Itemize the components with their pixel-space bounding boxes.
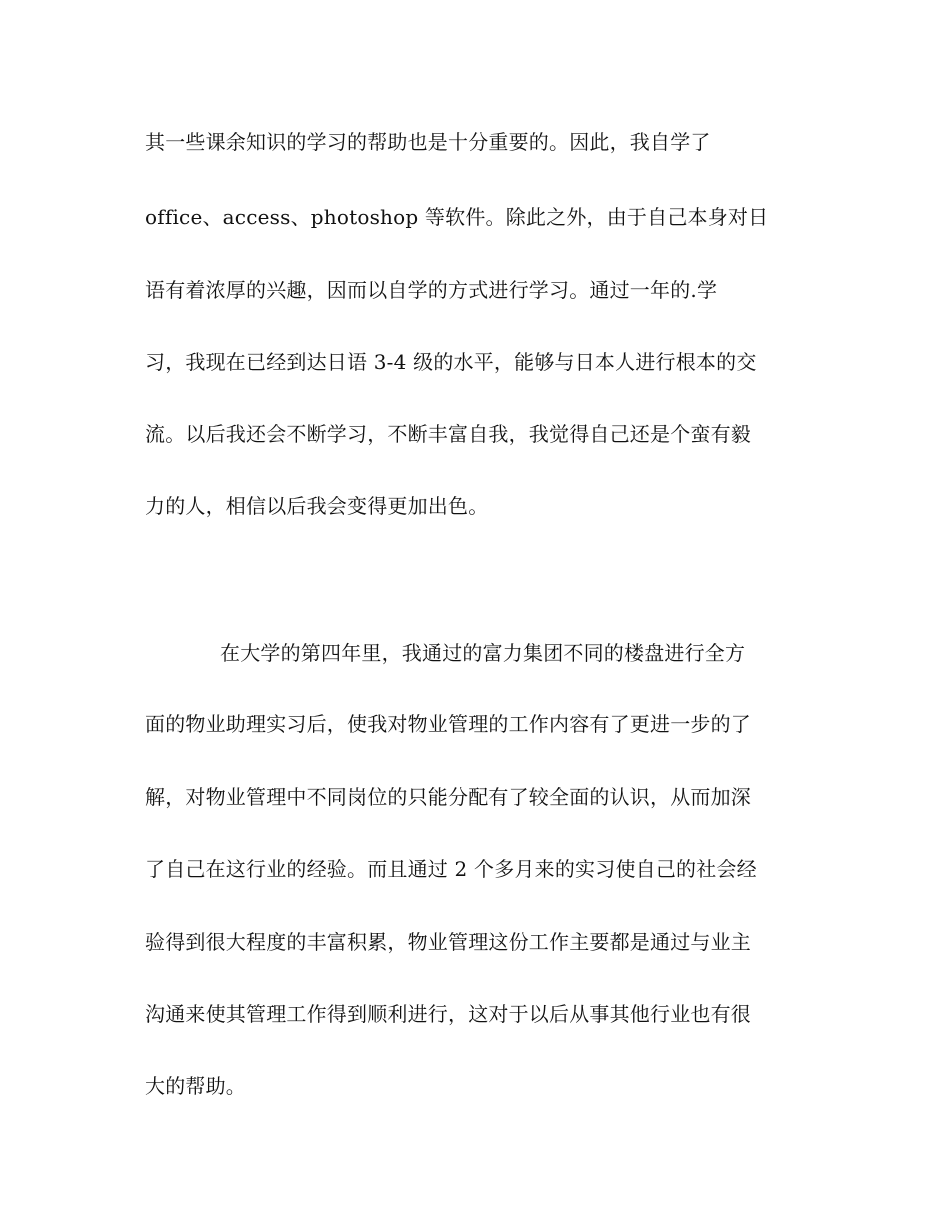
paragraph2-line-5: 验得到很大程度的丰富积累，物业管理这份工作主要都是通过与业主	[145, 930, 751, 954]
paragraph1-line-2: office、access、photoshop 等软件。除此之外，由于自己本身对日	[145, 205, 769, 229]
paragraph2-line-1: 在大学的第四年里，我通过的富力集团不同的楼盘进行全方	[220, 641, 746, 665]
paragraph2-line-4: 了自己在这行业的经验。而且通过 2 个多月来的实习使自己的社会经	[145, 857, 757, 881]
paragraph2-line-3: 解，对物业管理中不同岗位的只能分配有了较全面的认识，从而加深	[145, 785, 751, 809]
paragraph2-line-6: 沟通来使其管理工作得到顺利进行，这对于以后从事其他行业也有很	[145, 1002, 751, 1026]
paragraph1-line-4: 习，我现在已经到达日语 3-4 级的水平，能够与日本人进行根本的交	[145, 350, 757, 374]
paragraph1-line-3: 语有着浓厚的兴趣，因而以自学的方式进行学习。通过一年的.学	[145, 278, 718, 302]
paragraph2-line-2: 面的物业助理实习后，使我对物业管理的工作内容有了更进一步的了	[145, 712, 751, 736]
paragraph1-line-6: 力的人，相信以后我会变得更加出色。	[145, 494, 489, 518]
paragraph1-line-1: 其一些课余知识的学习的帮助也是十分重要的。因此，我自学了	[145, 130, 711, 154]
paragraph2-line-7: 大的帮助。	[145, 1074, 246, 1098]
paragraph1-line-5: 流。以后我还会不断学习，不断丰富自我，我觉得自己还是个蛮有毅	[145, 422, 751, 446]
